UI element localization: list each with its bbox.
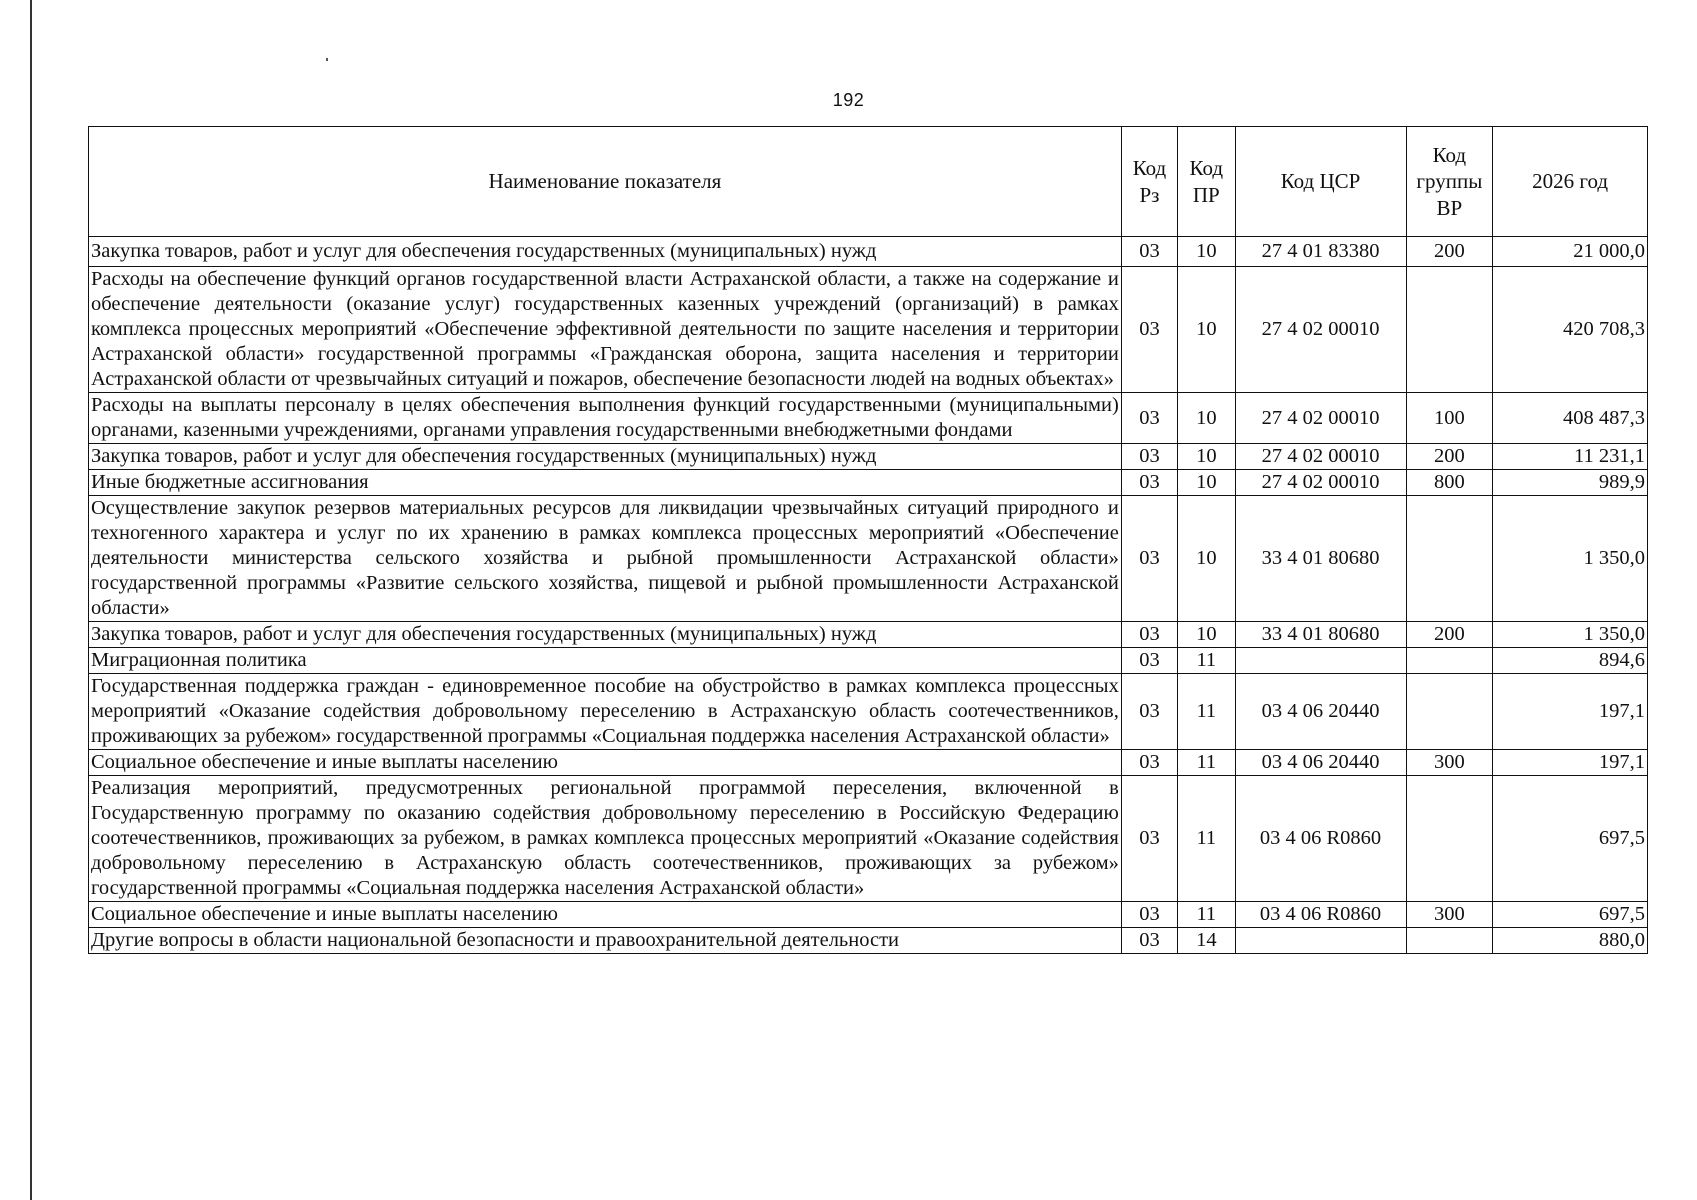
row-amount: 989,9	[1493, 470, 1648, 496]
row-vr	[1406, 648, 1493, 674]
row-csr	[1235, 648, 1406, 674]
row-amount: 1 350,0	[1493, 496, 1648, 622]
row-amount: 197,1	[1493, 674, 1648, 750]
table-row	[89, 750, 1648, 776]
row-csr: 03 4 06 R0860	[1235, 776, 1406, 902]
row-pr: 11	[1178, 750, 1235, 776]
row-amount: 420 708,3	[1493, 267, 1648, 393]
row-pr: 10	[1178, 393, 1235, 444]
row-pr: 10	[1178, 470, 1235, 496]
row-rz: 03	[1121, 496, 1177, 622]
row-csr: 33 4 01 80680	[1235, 496, 1406, 622]
header-amount: 2026 год	[1493, 127, 1648, 237]
table-row	[89, 237, 1648, 267]
table-row	[89, 267, 1648, 393]
table-row	[89, 496, 1648, 622]
table-row	[89, 393, 1648, 444]
scan-speck	[326, 58, 328, 61]
row-csr: 03 4 06 20440	[1235, 674, 1406, 750]
row-name: Расходы на обеспечение функций органов государственной власти Астраханской области, а также на содержание и обеспечение деятельности (оказание услуг) государственных казенных учреждений (организаций) в рамках комплекса процессных мероприятий «Обеспечение эффективной деятельности по защите населения и территории Астраханской области» государственной программы «Гражданская оборона, защита населения и территории Астраханской области от чрезвычайных ситуаций и пожаров, обеспечение безопасности людей на водных объектах»	[89, 267, 1122, 393]
row-vr	[1406, 496, 1493, 622]
table-row	[89, 470, 1648, 496]
row-vr: 800	[1406, 470, 1493, 496]
table-row	[89, 928, 1648, 954]
row-rz: 03	[1121, 750, 1177, 776]
row-name: Закупка товаров, работ и услуг для обеспечения государственных (муниципальных) нужд	[89, 237, 1122, 267]
row-pr: 11	[1178, 776, 1235, 902]
row-vr: 100	[1406, 393, 1493, 444]
row-pr: 10	[1178, 496, 1235, 622]
row-amount: 880,0	[1493, 928, 1648, 954]
row-vr	[1406, 674, 1493, 750]
row-csr: 03 4 06 R0860	[1235, 902, 1406, 928]
row-vr: 300	[1406, 902, 1493, 928]
row-rz: 03	[1121, 470, 1177, 496]
row-vr	[1406, 267, 1493, 393]
row-pr: 11	[1178, 674, 1235, 750]
row-rz: 03	[1121, 237, 1177, 267]
row-amount: 408 487,3	[1493, 393, 1648, 444]
page-number: 192	[832, 90, 865, 110]
row-amount: 21 000,0	[1493, 237, 1648, 267]
table-header-row	[89, 127, 1648, 237]
row-pr: 10	[1178, 622, 1235, 648]
table-row	[89, 674, 1648, 750]
row-name: Осуществление закупок резервов материальных ресурсов для ликвидации чрезвычайных ситуаций природного и техногенного характера и услуг по их хранению в рамках комплекса процессных мероприятий «Обеспечение деятельности министерства сельского хозяйства и рыбной промышленности Астраханской области» государственной программы «Развитие сельского хозяйства, пищевой и рыбной промышленности Астраханской области»	[89, 496, 1122, 622]
row-csr: 27 4 02 00010	[1235, 470, 1406, 496]
row-pr: 10	[1178, 267, 1235, 393]
row-rz: 03	[1121, 902, 1177, 928]
table-row	[89, 902, 1648, 928]
row-name: Расходы на выплаты персоналу в целях обеспечения выполнения функций государственными (муниципальными) органами, казенными учреждениями, органами управления государственными внебюджетными фондами	[89, 393, 1122, 444]
row-name: Миграционная политика	[89, 648, 1122, 674]
row-amount: 697,5	[1493, 776, 1648, 902]
row-name: Закупка товаров, работ и услуг для обеспечения государственных (муниципальных) нужд	[89, 444, 1122, 470]
row-name: Иные бюджетные ассигнования	[89, 470, 1122, 496]
row-csr	[1235, 928, 1406, 954]
row-amount: 697,5	[1493, 902, 1648, 928]
header-vr: Код группы ВР	[1406, 127, 1493, 237]
row-amount: 197,1	[1493, 750, 1648, 776]
row-amount: 11 231,1	[1493, 444, 1648, 470]
row-rz: 03	[1121, 674, 1177, 750]
table-row	[89, 444, 1648, 470]
row-rz: 03	[1121, 393, 1177, 444]
row-vr	[1406, 776, 1493, 902]
row-rz: 03	[1121, 928, 1177, 954]
row-vr: 200	[1406, 622, 1493, 648]
row-name: Социальное обеспечение и иные выплаты населению	[89, 902, 1122, 928]
row-rz: 03	[1121, 648, 1177, 674]
row-pr: 11	[1178, 902, 1235, 928]
binding-edge-line	[30, 0, 32, 1200]
row-vr	[1406, 928, 1493, 954]
row-pr: 11	[1178, 648, 1235, 674]
row-rz: 03	[1121, 444, 1177, 470]
row-rz: 03	[1121, 776, 1177, 902]
row-name: Реализация мероприятий, предусмотренных региональной программой переселения, включенной в Государственную программу по оказанию содействия добровольному переселению в Российскую Федерацию соотечественников, проживающих за рубежом, в рамках комплекса процессных мероприятий «Оказание содействия добровольному переселению в Астраханскую область соотечественников, проживающих за рубежом» государственной программы «Социальная поддержка населения Астраханской области»	[89, 776, 1122, 902]
row-pr: 10	[1178, 444, 1235, 470]
row-name: Социальное обеспечение и иные выплаты населению	[89, 750, 1122, 776]
row-pr: 14	[1178, 928, 1235, 954]
row-amount: 894,6	[1493, 648, 1648, 674]
budget-table	[88, 126, 1648, 954]
row-vr: 300	[1406, 750, 1493, 776]
row-amount: 1 350,0	[1493, 622, 1648, 648]
header-name: Наименование показателя	[89, 127, 1122, 237]
row-name: Государственная поддержка граждан - единовременное пособие на обустройство в рамках комплекса процессных мероприятий «Оказание содействия добровольному переселению в Астраханскую область соотечественников, проживающих за рубежом» государственной программы «Социальная поддержка населения Астраханской области»	[89, 674, 1122, 750]
row-name: Закупка товаров, работ и услуг для обеспечения государственных (муниципальных) нужд	[89, 622, 1122, 648]
row-csr: 27 4 01 83380	[1235, 237, 1406, 267]
row-csr: 27 4 02 00010	[1235, 444, 1406, 470]
table-row	[89, 648, 1648, 674]
row-vr: 200	[1406, 237, 1493, 267]
row-name: Другие вопросы в области национальной безопасности и правоохранительной деятельности	[89, 928, 1122, 954]
row-rz: 03	[1121, 622, 1177, 648]
header-rz: Код Рз	[1121, 127, 1177, 237]
row-rz: 03	[1121, 267, 1177, 393]
row-csr: 03 4 06 20440	[1235, 750, 1406, 776]
table-row	[89, 776, 1648, 902]
row-vr: 200	[1406, 444, 1493, 470]
header-csr: Код ЦСР	[1235, 127, 1406, 237]
row-csr: 27 4 02 00010	[1235, 393, 1406, 444]
header-pr: Код ПР	[1178, 127, 1235, 237]
row-pr: 10	[1178, 237, 1235, 267]
row-csr: 33 4 01 80680	[1235, 622, 1406, 648]
table-row	[89, 622, 1648, 648]
row-csr: 27 4 02 00010	[1235, 267, 1406, 393]
